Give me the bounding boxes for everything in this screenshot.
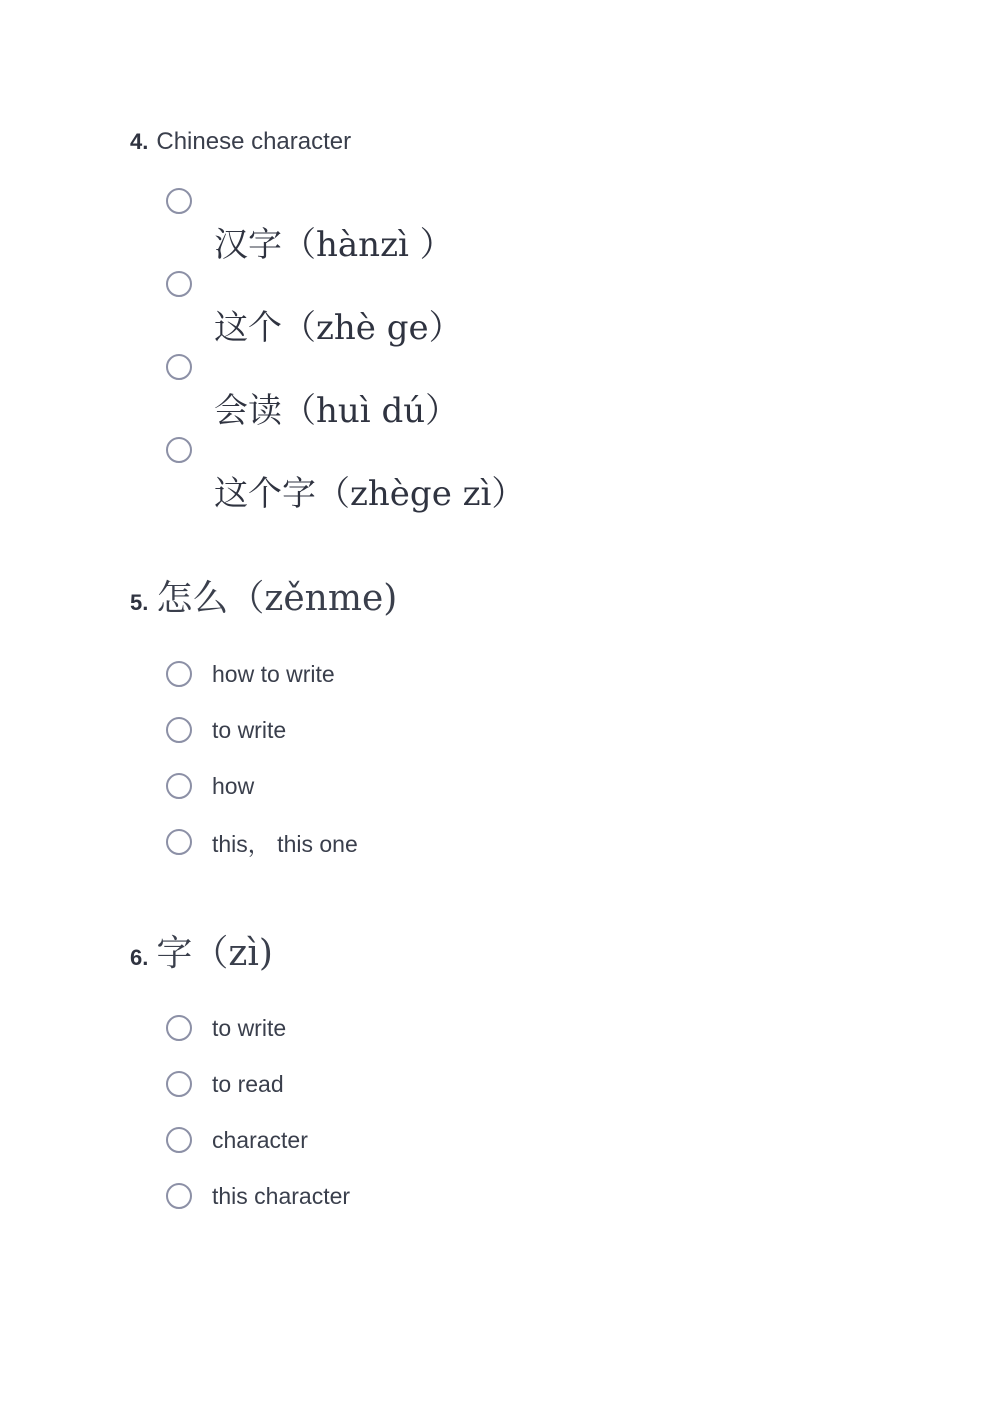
question-number: 6.	[130, 945, 149, 970]
answer-option[interactable]	[166, 1000, 350, 1056]
answer-option[interactable]	[166, 814, 358, 870]
answer-options	[166, 186, 525, 518]
answer-option[interactable]	[166, 186, 525, 269]
answer-option[interactable]	[166, 646, 358, 702]
radio-button[interactable]	[166, 188, 192, 214]
option-label: this， this one	[212, 830, 358, 857]
option-label: this character	[212, 1182, 351, 1209]
question-prompt: 怎么（zěnme)	[156, 578, 398, 619]
question-5	[130, 570, 398, 857]
radio-button[interactable]	[166, 1127, 192, 1153]
answer-option[interactable]	[166, 1112, 350, 1168]
option-label: to read	[212, 1070, 284, 1097]
question-prompt: Chinese character	[156, 128, 352, 155]
option-label: how	[212, 772, 255, 799]
radio-button[interactable]	[166, 829, 192, 855]
question-prompt: 字（zì)	[156, 933, 273, 974]
option-label: 会读（huì dú）	[214, 391, 460, 431]
answer-option[interactable]	[166, 1056, 350, 1112]
question-number: 5.	[130, 590, 149, 615]
radio-button[interactable]	[166, 271, 192, 297]
option-label: to write	[212, 716, 287, 743]
answer-option[interactable]	[166, 1168, 350, 1224]
radio-button[interactable]	[166, 717, 192, 743]
question-4	[130, 128, 526, 514]
question-header	[130, 128, 351, 156]
option-label: to write	[212, 1014, 287, 1041]
option-label: 这个（zhè ge）	[214, 308, 463, 348]
radio-button[interactable]	[166, 354, 192, 380]
answer-option[interactable]	[166, 435, 525, 518]
question-header	[130, 925, 273, 976]
radio-button[interactable]	[166, 1183, 192, 1209]
radio-button[interactable]	[166, 1015, 192, 1041]
answer-option[interactable]	[166, 269, 525, 352]
radio-button[interactable]	[166, 661, 192, 687]
answer-options	[166, 1000, 350, 1224]
radio-button[interactable]	[166, 1071, 192, 1097]
option-label: 这个字（zhège zì）	[214, 474, 526, 514]
question-number: 4.	[130, 129, 149, 154]
radio-button[interactable]	[166, 773, 192, 799]
radio-button[interactable]	[166, 437, 192, 463]
option-label: how to write	[212, 660, 335, 687]
question-6	[130, 925, 351, 1209]
answer-options	[166, 646, 358, 870]
option-label: 汉字（hànzì ）	[214, 225, 454, 265]
answer-option[interactable]	[166, 758, 358, 814]
answer-option[interactable]	[166, 702, 358, 758]
option-label: character	[212, 1126, 308, 1153]
answer-option[interactable]	[166, 352, 525, 435]
question-header	[130, 570, 397, 621]
